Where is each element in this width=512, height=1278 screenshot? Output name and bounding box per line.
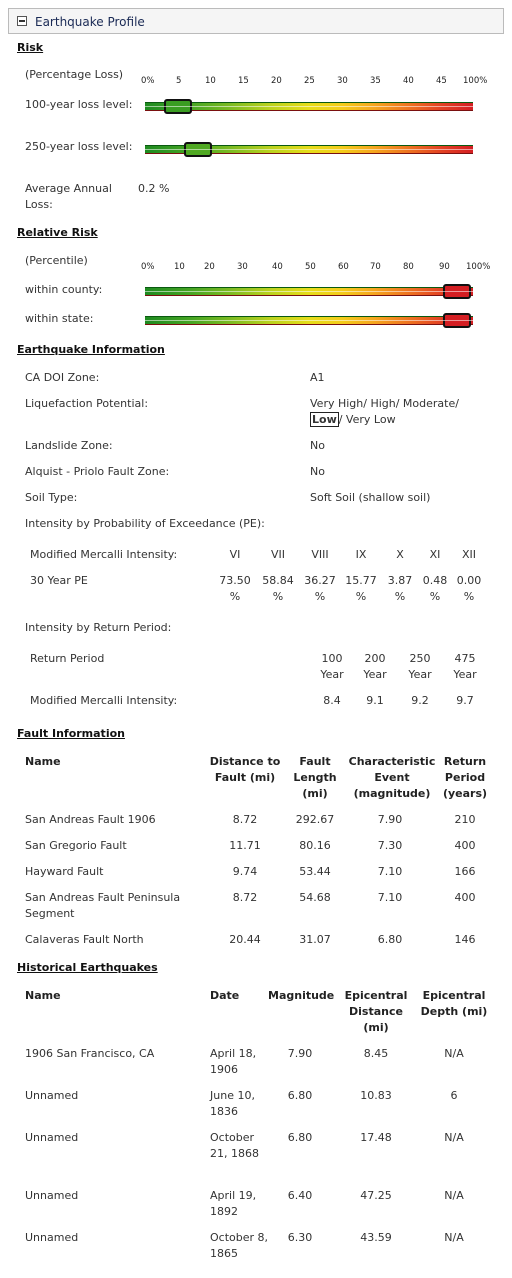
fault-distance: 20.44: [229, 933, 261, 946]
rp-mmi-label: Modified Mercalli Intensity:: [30, 694, 178, 707]
history-col-name: Name: [25, 989, 61, 1002]
fault-length: 53.44: [299, 865, 331, 878]
fault-col-event: Characteristic Event (magnitude): [348, 755, 436, 800]
pe-unit: %: [429, 590, 441, 603]
fault-return: 400: [454, 891, 476, 904]
fault-col-distance: Distance to Fault (mi): [209, 755, 281, 784]
fault-distance: 9.74: [232, 865, 258, 878]
fault-event: 7.90: [377, 813, 403, 826]
fault-return: 166: [454, 865, 476, 878]
mmi-level: XI: [429, 548, 441, 561]
return-period-unit: Year: [408, 668, 432, 681]
rp-mmi-value: 9.2: [411, 694, 429, 707]
collapse-icon[interactable]: [17, 16, 27, 26]
pe-unit: %: [272, 590, 284, 603]
alquist-label: Alquist - Priolo Fault Zone:: [25, 465, 170, 478]
history-mag: 7.90: [287, 1047, 313, 1060]
within-county-label: within county:: [25, 283, 103, 296]
fault-name: San Andreas Fault Peninsula Segment: [25, 891, 181, 920]
risk-tick: 20: [271, 76, 282, 86]
percentile-tick: 80: [403, 262, 414, 272]
fault-return: 400: [454, 839, 476, 852]
risk-scale-label: (Percentage Loss): [25, 68, 124, 81]
risk-tick: 15: [238, 76, 249, 86]
fault-col-name: Name: [25, 755, 61, 768]
fault-name: Hayward Fault: [25, 865, 104, 878]
history-mag: 6.80: [287, 1131, 313, 1144]
percentile-tick: 30: [237, 262, 248, 272]
history-date: April 18, 1906: [210, 1047, 257, 1076]
fault-name: San Gregorio Fault: [25, 839, 127, 852]
pe-heading: Intensity by Probability of Exceedance (PE):: [25, 517, 265, 530]
pe-value: 3.87: [387, 574, 413, 587]
risk-tick: 25: [304, 76, 315, 86]
mmi-level: VII: [270, 548, 285, 561]
eq-info-heading: Earthquake Information: [17, 343, 165, 356]
pe-value: 0.48: [422, 574, 448, 587]
fault-length: 54.68: [299, 891, 331, 904]
liquefaction-suffix: / Very Low: [338, 413, 396, 426]
history-depth: N/A: [444, 1231, 464, 1244]
historical-heading: Historical Earthquakes: [17, 961, 158, 974]
liquefaction-selected: Low: [312, 413, 337, 426]
fault-event: 7.30: [377, 839, 403, 852]
history-mag: 6.30: [287, 1231, 313, 1244]
percentile-tick: 0%: [141, 262, 155, 272]
mmi-level: VIII: [311, 548, 329, 561]
rp-mmi-value: 8.4: [323, 694, 341, 707]
landslide-value: No: [310, 439, 325, 452]
pe-unit: %: [394, 590, 406, 603]
relative-risk-heading: Relative Risk: [17, 226, 98, 239]
percentile-scale-label: (Percentile): [25, 254, 88, 267]
history-dist: 8.45: [363, 1047, 389, 1060]
fault-distance: 8.72: [232, 891, 258, 904]
history-col-mag: Magnitude: [268, 989, 335, 1002]
fault-distance: 8.72: [232, 813, 258, 826]
pe-row-label: 30 Year PE: [30, 574, 88, 587]
earthquake-profile-header[interactable]: [8, 8, 504, 34]
fault-event: 6.80: [377, 933, 403, 946]
loss-100-marker: [164, 99, 192, 114]
liquefaction-options-line2: [310, 412, 396, 428]
pe-unit: %: [314, 590, 326, 603]
fault-return: 210: [454, 813, 476, 826]
history-dist: 17.48: [360, 1131, 392, 1144]
history-date: October 8, 1865: [210, 1231, 269, 1260]
loss-100-bar: [145, 102, 473, 111]
loss-250-marker: [184, 142, 212, 157]
history-col-date: Date: [210, 989, 240, 1002]
fault-info-heading: Fault Information: [17, 727, 125, 740]
risk-tick: 0%: [141, 76, 155, 86]
loss-100-label: 100-year loss level:: [25, 98, 133, 111]
panel-title: Earthquake Profile: [35, 15, 145, 29]
within-county-bar: [145, 287, 473, 296]
history-mag: 6.80: [287, 1089, 313, 1102]
return-period-value: 475: [454, 652, 476, 665]
mmi-level: X: [396, 548, 404, 561]
percentile-tick: 20: [204, 262, 215, 272]
pe-unit: %: [463, 590, 475, 603]
risk-heading: Risk: [17, 41, 44, 54]
risk-tick: 40: [403, 76, 414, 86]
history-dist: 10.83: [360, 1089, 392, 1102]
mmi-level: XII: [461, 548, 477, 561]
fault-event: 7.10: [377, 865, 403, 878]
loss-250-label: 250-year loss level:: [25, 140, 133, 153]
return-period-unit: Year: [320, 668, 344, 681]
history-dist: 43.59: [360, 1231, 392, 1244]
return-period-unit: Year: [363, 668, 387, 681]
percentile-tick: 50: [305, 262, 316, 272]
risk-tick: 30: [337, 76, 348, 86]
soil-label: Soil Type:: [25, 491, 78, 504]
fault-length: 80.16: [299, 839, 331, 852]
within-state-label: within state:: [25, 312, 94, 325]
pe-value: 36.27: [304, 574, 336, 587]
pe-value: 73.50: [219, 574, 251, 587]
rp-mmi-value: 9.7: [456, 694, 474, 707]
liquefaction-options: Very High/ High/ Moderate/: [310, 397, 459, 410]
history-col-dist: Epicentral Distance (mi): [344, 989, 408, 1034]
history-name: Unnamed: [25, 1231, 79, 1244]
landslide-label: Landslide Zone:: [25, 439, 113, 452]
aal-value: 0.2 %: [138, 182, 170, 195]
within-state-bar: [145, 316, 473, 325]
history-depth: N/A: [444, 1047, 464, 1060]
ca-doi-value: A1: [310, 371, 325, 384]
history-name: 1906 San Francisco, CA: [25, 1047, 155, 1060]
history-date: October 21, 1868: [210, 1131, 259, 1160]
soil-value: Soft Soil (shallow soil): [310, 491, 431, 504]
history-name: Unnamed: [25, 1089, 79, 1102]
rp-mmi-value: 9.1: [366, 694, 384, 707]
mmi-label: Modified Mercalli Intensity:: [30, 548, 178, 561]
fault-name: San Andreas Fault 1906: [25, 813, 156, 826]
history-depth: N/A: [444, 1189, 464, 1202]
history-mag: 6.40: [287, 1189, 313, 1202]
pe-value: 0.00: [456, 574, 482, 587]
fault-event: 7.10: [377, 891, 403, 904]
history-depth: N/A: [444, 1131, 464, 1144]
risk-tick: 10: [205, 76, 216, 86]
percentile-tick: 60: [338, 262, 349, 272]
within-state-marker: [443, 313, 471, 328]
return-period-unit: Year: [453, 668, 477, 681]
percentile-tick: 100%: [466, 262, 491, 272]
mmi-level: IX: [355, 548, 367, 561]
return-period-value: 100: [321, 652, 343, 665]
history-date: June 10, 1836: [210, 1089, 255, 1118]
percentile-tick: 70: [370, 262, 381, 272]
return-period-label: Return Period: [30, 652, 105, 665]
risk-tick: 100%: [463, 76, 488, 86]
liquefaction-label: Liquefaction Potential:: [25, 397, 149, 410]
risk-tick: 5: [176, 76, 182, 86]
alquist-value: No: [310, 465, 325, 478]
percentile-tick: 90: [439, 262, 450, 272]
history-col-depth: Epicentral Depth (mi): [420, 989, 488, 1018]
fault-col-return: Return Period (years): [442, 755, 488, 800]
percentile-tick: 10: [174, 262, 185, 272]
return-period-heading: Intensity by Return Period:: [25, 621, 172, 634]
fault-distance: 11.71: [229, 839, 261, 852]
history-date: April 19, 1892: [210, 1189, 257, 1218]
fault-name: Calaveras Fault North: [25, 933, 144, 946]
history-dist: 47.25: [360, 1189, 392, 1202]
pe-unit: %: [355, 590, 367, 603]
loss-250-bar: [145, 145, 473, 154]
fault-length: 31.07: [299, 933, 331, 946]
history-name: Unnamed: [25, 1189, 79, 1202]
risk-tick: 35: [370, 76, 381, 86]
aal-label: Average Annual Loss:: [25, 182, 112, 211]
risk-tick: 45: [436, 76, 447, 86]
return-period-value: 250: [409, 652, 431, 665]
history-depth: 6: [450, 1089, 458, 1102]
fault-length: 292.67: [295, 813, 335, 826]
fault-col-length: Fault Length (mi): [293, 755, 337, 800]
ca-doi-label: CA DOI Zone:: [25, 371, 100, 384]
pe-unit: %: [229, 590, 241, 603]
fault-return: 146: [454, 933, 476, 946]
mmi-level: VI: [229, 548, 241, 561]
within-county-marker: [443, 284, 471, 299]
pe-value: 58.84: [262, 574, 294, 587]
pe-value: 15.77: [345, 574, 377, 587]
percentile-tick: 40: [272, 262, 283, 272]
history-name: Unnamed: [25, 1131, 79, 1144]
return-period-value: 200: [364, 652, 386, 665]
